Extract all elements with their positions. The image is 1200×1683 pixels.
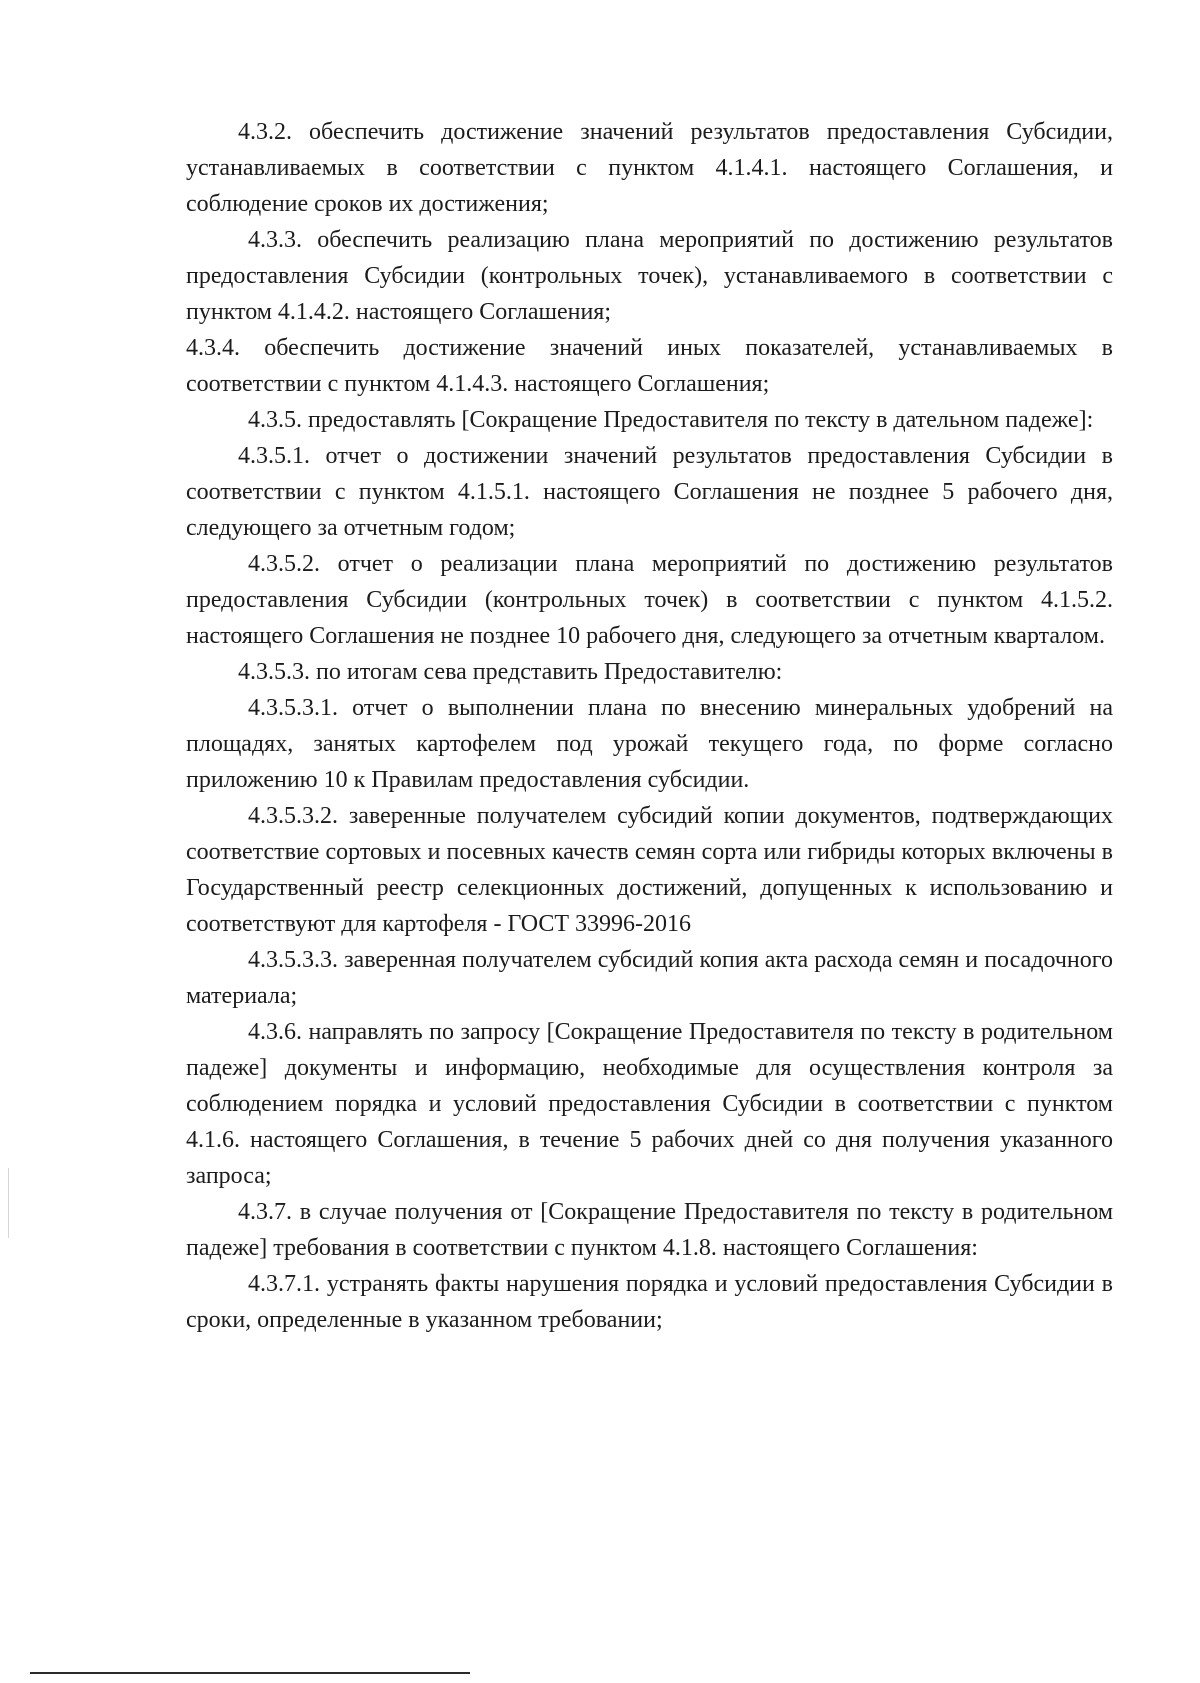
- paragraph-4-3-5-1: 4.3.5.1. отчет о достижении значений результатов предоставления Субсидии в соответствии с пунктом 4.1.5.1. настоящего Соглашения не позднее 5 рабочего дня, следующего за отчетным годом;: [186, 443, 1113, 541]
- paragraph-4-3-6: 4.3.6. направлять по запросу [Сокращение Предоставителя по тексту в родительном падеже] документы и информацию, необходимые для осуществления контроля за соблюдением порядка и условий предоставления Субсидии в соответствии с пунктом 4.1.6. настоящего Соглашения, в течение 5 рабочих дней со дня получения указанного запроса;: [186, 1019, 1113, 1189]
- paragraph-4-3-2: 4.3.2. обеспечить достижение значений результатов предоставления Субсидии, устанавливаемых в соответствии с пунктом 4.1.4.1. настоящего Соглашения, и соблюдение сроков их достижения;: [186, 119, 1113, 217]
- paragraph-4-3-4: 4.3.4. обеспечить достижение значений иных показателей, устанавливаемых в соответствии с пунктом 4.1.4.3. настоящего Соглашения;: [186, 335, 1113, 397]
- paragraph-4-3-5-3-3: 4.3.5.3.3. заверенная получателем субсидий копия акта расхода семян и посадочного материала;: [186, 947, 1113, 1009]
- paragraph-4-3-7-1: 4.3.7.1. устранять факты нарушения порядка и условий предоставления Субсидии в сроки, определенные в указанном требовании;: [186, 1271, 1113, 1333]
- paragraph-4-3-5-2: 4.3.5.2. отчет о реализации плана мероприятий по достижению результатов предоставления Субсидии (контрольных точек) в соответствии с пунктом 4.1.5.2. настоящего Соглашения не позднее 10 рабочего дня, следующего за отчетным кварталом.: [186, 551, 1113, 649]
- scan-margin-mark: [8, 1168, 9, 1238]
- paragraph-4-3-3: 4.3.3. обеспечить реализацию плана мероприятий по достижению результатов предоставления Субсидии (контрольных точек), устанавливаемого в соответствии с пунктом 4.1.4.2. настоящего Соглашения;: [186, 227, 1113, 325]
- paragraph-4-3-5-3-1: 4.3.5.3.1. отчет о выполнении плана по внесению минеральных удобрений на площадях, занятых картофелем под урожай текущего года, по форме согласно приложению 10 к Правилам предоставления субсидии.: [186, 695, 1113, 793]
- paragraph-4-3-5-3: 4.3.5.3. по итогам сева представить Предоставителю:: [238, 659, 783, 685]
- footnote-rule: [30, 1672, 470, 1674]
- paragraph-4-3-7: 4.3.7. в случае получения от [Сокращение Предоставителя по тексту в родительном падеже] требования в соответствии с пунктом 4.1.8. настоящего Соглашения:: [186, 1199, 1113, 1261]
- paragraph-4-3-5: 4.3.5. предоставлять [Сокращение Предоставителя по тексту в дательном падеже]:: [248, 407, 1094, 433]
- paragraph-4-3-5-3-2: 4.3.5.3.2. заверенные получателем субсидий копии документов, подтверждающих соответствие сортовых и посевных качеств семян сорта или гибриды которых включены в Государственный реестр селекционных достижений, допущенных к использованию и соответствуют для картофеля - ГОСТ 33996-2016: [186, 803, 1113, 937]
- document-body: [186, 114, 1113, 1338]
